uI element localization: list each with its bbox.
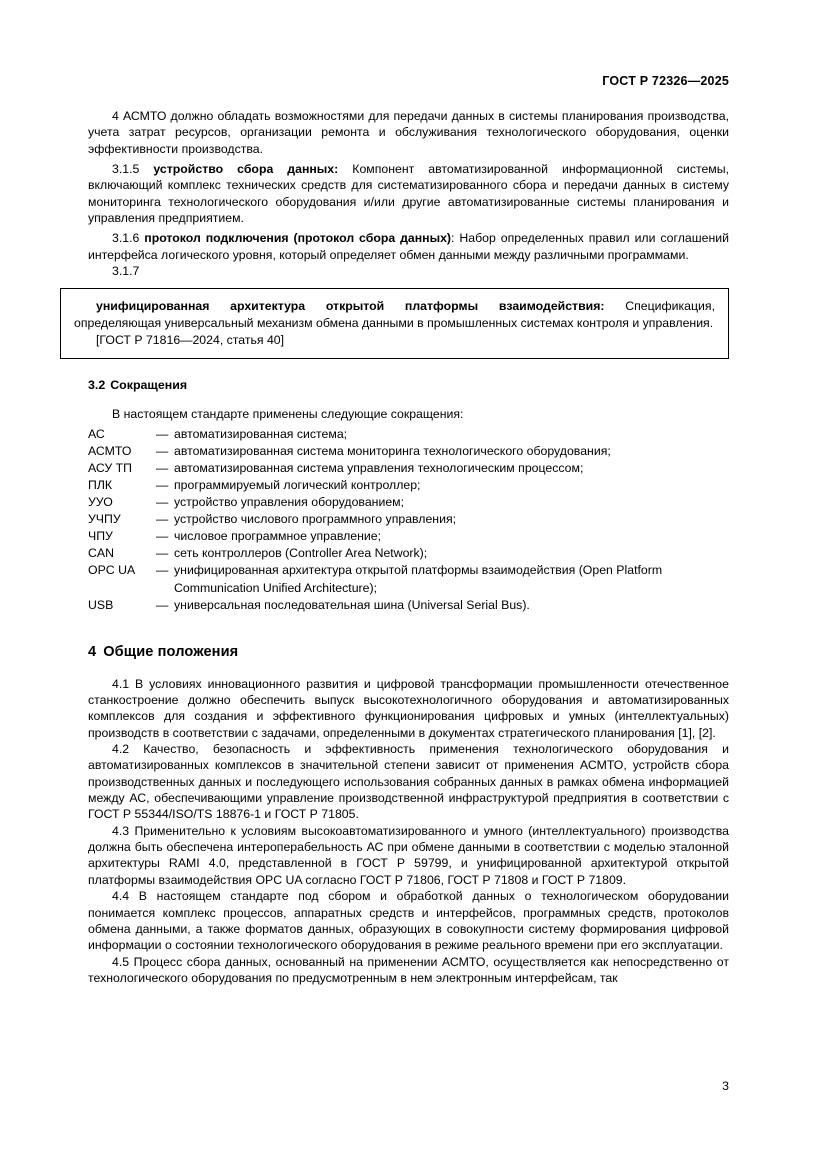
abbreviation-definition-line2: Communication Unified Architecture); (174, 580, 377, 595)
definition-box-source: [ГОСТ Р 71816—2024, статья 40] (96, 333, 285, 348)
abbreviation-term: УУО (88, 495, 113, 510)
clause-3-1-6-colon: : (451, 231, 455, 246)
clause-3-1-5-term: устройство сбора данных: (153, 162, 339, 177)
abbreviation-row (88, 528, 729, 545)
abbreviation-term: УЧПУ (88, 512, 121, 527)
definition-box-body (74, 298, 715, 331)
abbreviation-definition: универсальная последовательная шина (Universal Serial Bus). (174, 597, 530, 612)
heading-section-4-number: 4 (88, 643, 97, 660)
paragraph-4-3: 4.3 Применительно к условиям высокоавтоматизированного и умного (интеллектуального) производства должна быть обеспечена интероперабельность АС при обмене данными в соответствии с моделью эталонной архитектуры RAMI 4.0, представленной в ГОСТ Р 59799, и унифицированной архитектурой открытой платформы взаимодействия OPC UA согласно ГОСТ Р 71806, ГОСТ Р 71808 и ГОСТ Р 71809. (88, 823, 729, 887)
abbreviation-dash: — (156, 529, 169, 544)
heading-3-2 (88, 377, 729, 393)
abbreviation-dash: — (156, 512, 169, 527)
abbreviation-definition: автоматизированная система мониторинга технологического оборудования; (174, 443, 611, 458)
clause-3-1-5-number: 3.1.5 (112, 162, 140, 177)
abbreviation-definition: устройство управления оборудованием; (174, 495, 405, 510)
abbreviation-dash: — (156, 426, 169, 441)
paragraph-4-4: 4.4 В настоящем стандарте под сбором и обработкой данных о технологическом оборудовании понимается комплекс процессов, аппаратных средств и интерфейсов, программных средств, протоколов обмена данными, а также форматов данных, образующих в совокупности систему формирования цифровой информации о состоянии технологического оборудования в режиме реального времени при его эксплуатации. (88, 889, 729, 953)
heading-section-4-title: Общие положения (103, 643, 239, 660)
abbreviation-row (88, 562, 729, 596)
abbreviation-dash: — (156, 495, 169, 510)
clause-3-1-5-definition: Компонент автоматизированной информационной системы, включающий комплекс технических средств для систематизированного сбора и передачи данных в систему мониторинга технологического оборудования и/или другие автоматизированные системы планирования и управления предприятием. (88, 162, 730, 226)
clause-3-1-6-term: протокол подключения (протокол сбора данных) (144, 231, 452, 246)
abbreviation-dash: — (156, 477, 169, 492)
abbreviation-term: ЧПУ (88, 529, 113, 544)
abbreviation-definition: числовое программное управление; (174, 529, 382, 544)
clause-3-1-5 (88, 161, 729, 226)
page-content (74, 108, 730, 986)
page-number: 3 (722, 1079, 729, 1093)
abbreviation-dash: — (156, 546, 169, 561)
paragraph-item-4: 4 АСМТО должно обладать возможностями для передачи данных в системы планирования производства, учета затрат ресурсов, организации ремонта и обслуживания технологического оборудования, оценки эффективности производства. (88, 109, 729, 156)
paragraph-4-1: 4.1 В условиях инновационного развития и цифровой трансформации промышленности отечественное станкостроение должно обеспечить выпуск высокотехнологичного оборудования и автоматизированных комплексов для создания и эффективного функционирования цифровых и умных (интеллектуальных) производств в соответствии с задачами, определенными в документах стратегического планирования [1], [2]. (88, 676, 729, 740)
abbreviation-row (88, 494, 729, 511)
abbreviation-term: USB (88, 597, 114, 612)
abbreviation-term: CAN (88, 546, 114, 561)
abbreviation-row (88, 426, 729, 443)
abbreviation-row (88, 545, 729, 562)
abbreviation-row (88, 511, 729, 528)
abbreviation-dash: — (156, 597, 169, 612)
abbreviations-intro: В настоящем стандарте применены следующие сокращения: (112, 407, 464, 422)
abbreviation-definition: программируемый логический контроллер; (174, 477, 421, 492)
abbreviation-term: OPC UA (88, 563, 136, 578)
abbreviation-dash: — (156, 460, 169, 475)
running-header-standard-id: ГОСТ Р 72326—2025 (602, 74, 729, 88)
abbreviation-definition (174, 562, 729, 596)
abbreviation-term: АСМТО (88, 443, 132, 458)
definition-box-definition: Спецификация, определяющая универсальный механизм обмена данными в промышленных системах контроля и управления. (74, 299, 715, 330)
clause-3-1-7-number: 3.1.7 (112, 264, 140, 279)
abbreviation-definition: автоматизированная система; (174, 426, 348, 441)
heading-3-2-title: Сокращения (110, 378, 188, 393)
heading-section-4 (88, 643, 729, 662)
paragraph-4-2: 4.2 Качество, безопасность и эффективность применения технологического оборудования и автоматизированных комплексов в значительной степени зависит от применения АСМТО, устройств сбора производственных данных и последующего использования собранных данных в рамках обмена информацией между АС, обеспечивающими управление производственной инфраструктурой предприятия в соответствии с ГОСТ Р 55344/ISO/TS 18876-1 и ГОСТ Р 71805. (88, 742, 729, 822)
heading-3-2-number: 3.2 (88, 378, 106, 393)
definition-box (60, 288, 729, 359)
clause-3-1-6-definition: Набор определенных правил или соглашений интерфейса логического уровня, который определяет обмен данными между различными программами. (88, 231, 729, 262)
abbreviation-dash: — (156, 563, 169, 578)
abbreviation-row (88, 443, 729, 460)
abbreviation-term: АС (88, 426, 105, 441)
abbreviation-definition-line1: унифицированная архитектура открытой платформы взаимодействия (Open Platform (174, 563, 663, 578)
abbreviation-definition: устройство числового программного управления; (174, 512, 457, 527)
abbreviation-definition: сеть контроллеров (Controller Area Network); (174, 546, 428, 561)
paragraph-4-5: 4.5 Процесс сбора данных, основанный на применении АСМТО, осуществляется как непосредственно от технологического оборудования по предусмотренным в нем электронным интерфейсам, так (88, 954, 729, 985)
definition-box-term: унифицированная архитектура открытой платформы взаимодействия: (96, 299, 605, 314)
abbreviation-row (88, 460, 729, 477)
abbreviation-term: АСУ ТП (88, 460, 132, 475)
abbreviation-term: ПЛК (88, 477, 113, 492)
abbreviation-row (88, 597, 729, 614)
clause-3-1-6 (88, 230, 729, 263)
abbreviation-row (88, 477, 729, 494)
clause-3-1-6-number: 3.1.6 (112, 231, 140, 246)
abbreviation-dash: — (156, 443, 169, 458)
abbreviations-list (88, 426, 729, 614)
abbreviation-definition: автоматизированная система управления технологическим процессом; (174, 460, 584, 475)
